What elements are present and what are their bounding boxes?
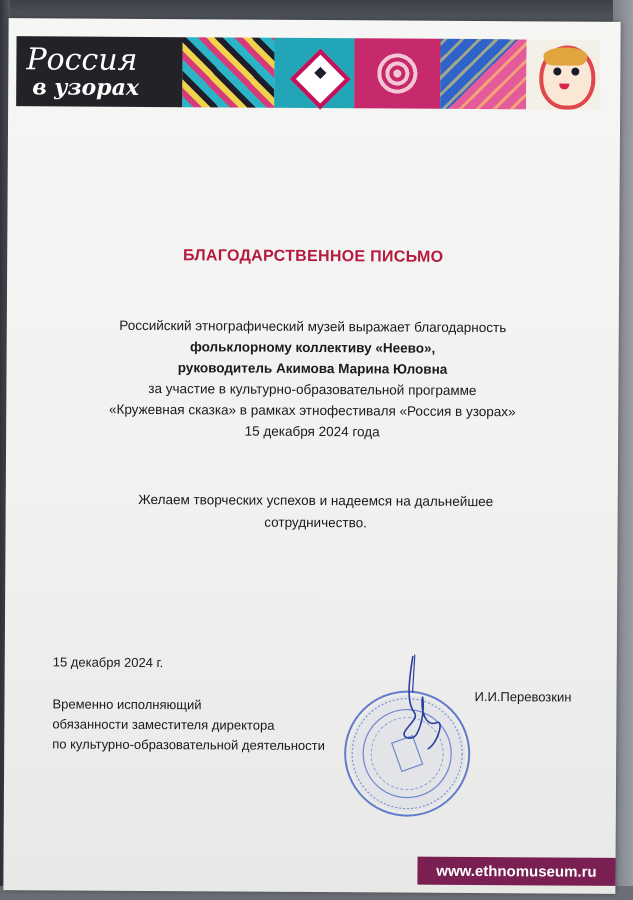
matryoshka-icon [526, 39, 600, 109]
letter-wish [76, 489, 556, 536]
body-line-2: фольклорному коллективу «Неево», [189, 339, 436, 356]
pattern-tile-triangles [440, 39, 526, 110]
footer-website-bar [417, 857, 615, 886]
header-banner [16, 36, 600, 110]
letter-title: БЛАГОДАРСТВЕННОЕ ПИСЬМО [182, 247, 444, 266]
body-line-1: Российский этнографический музей выражает благодарность [119, 317, 507, 336]
signer-name: И.И.Перевозкин [474, 688, 572, 705]
signer-position [52, 694, 325, 756]
body-line-3: руководитель Акимова Марина Юловна [177, 360, 448, 377]
pattern-tile-spiral [354, 38, 440, 109]
body-line-6: 15 декабря 2024 года [244, 423, 380, 440]
logo-line-2: в узорах [32, 74, 140, 101]
body-line-4: за участие в культурно-образовательной программе [148, 380, 477, 399]
position-line-1: Временно исполняющий [52, 696, 202, 713]
pattern-tile-diamond [274, 38, 354, 108]
logo-line-1: Россия [26, 42, 138, 78]
wish-line-1: Желаем творческих успехов и надеемся на дальнейшее [138, 491, 494, 510]
website-link[interactable]: www.ethnomuseum.ru [436, 862, 597, 881]
wish-line-2: сотрудничество. [264, 514, 367, 531]
pattern-tile-stripes [182, 37, 274, 108]
signature-date: 15 декабря 2024 г. [52, 654, 164, 671]
position-line-2: обязанности заместителя директора [52, 716, 275, 733]
letter-body [6, 314, 619, 444]
handwritten-signature [378, 652, 459, 762]
festival-logo [16, 36, 182, 107]
body-line-5: «Кружевная сказка» в рамках этнофестиваля «Россия в узорах» [108, 401, 516, 420]
position-line-3: по культурно-образовательной деятельности [52, 736, 325, 754]
letter-paper [3, 18, 620, 894]
